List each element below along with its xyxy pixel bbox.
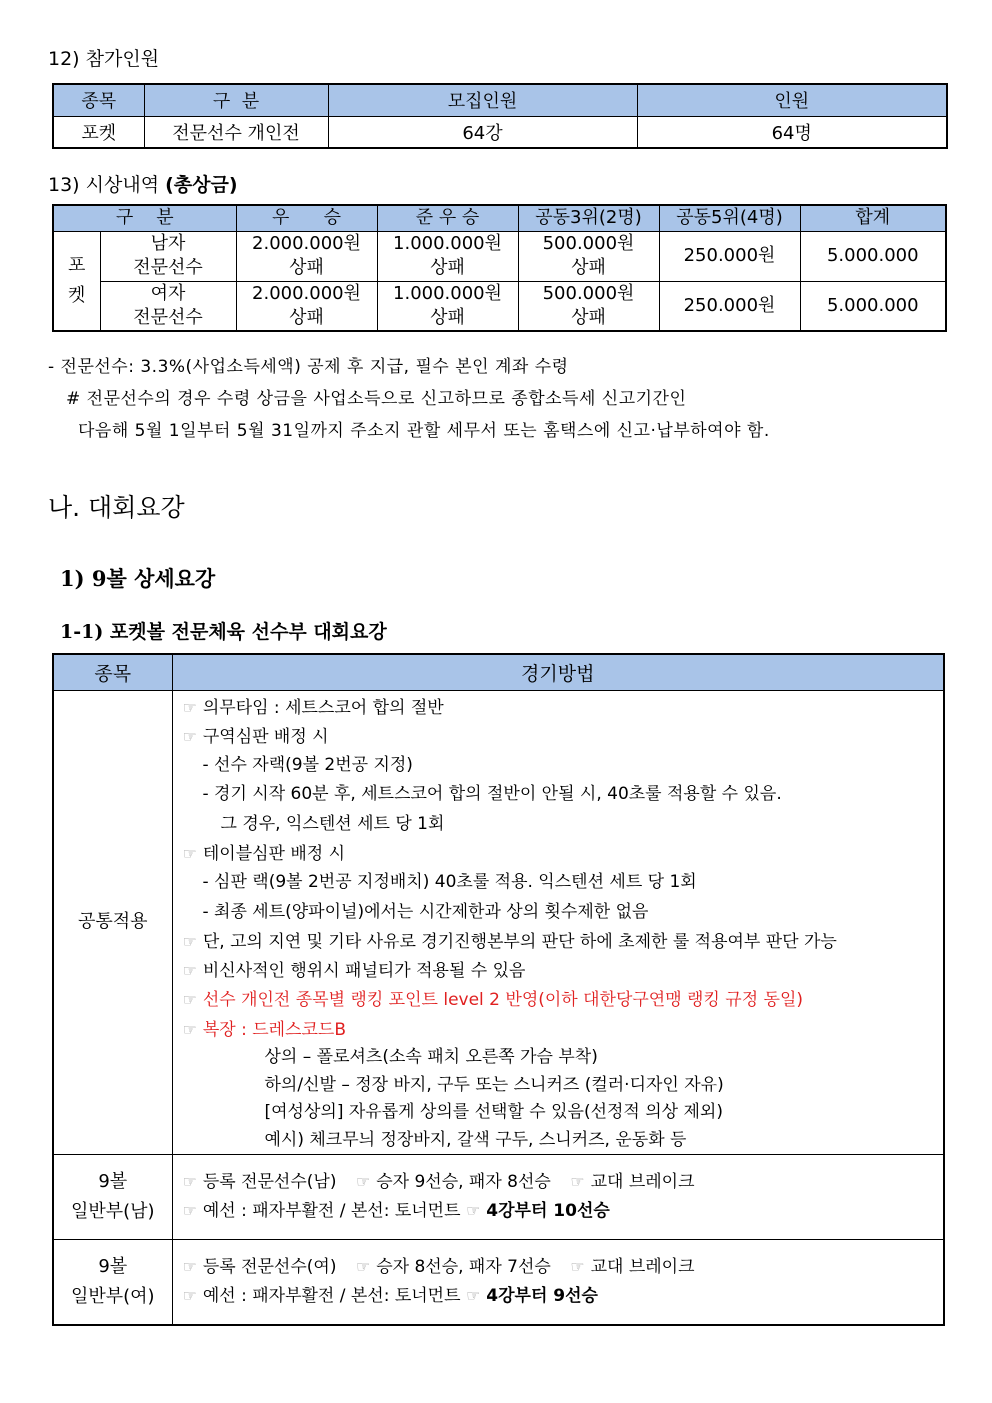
rule-line: ☞ 테이블심판 배정 시 [182, 843, 346, 864]
prize-row-category: 남자 전문선수 [100, 231, 236, 281]
rule-line: 예시) 체크무늬 정장바지, 갈색 구두, 스니커즈, 운동화 등 [264, 1129, 687, 1150]
section-1-title: 1) 9볼 상세요강 [60, 566, 216, 591]
prize-side-label: 포 켓 [53, 231, 100, 331]
pointing-hand-icon: ☞ [182, 1257, 197, 1277]
rules-table [52, 653, 945, 1326]
prize-header-first: 우 승 [236, 205, 377, 231]
rule-line: ☞ 예선 : 패자부활전 / 본선: 토너먼트 ☞ 4강부터 9선승 [182, 1286, 598, 1307]
section-1-1-title: 1-1) 포켓볼 전문체육 선수부 대회요강 [60, 621, 387, 643]
participants-table [52, 83, 948, 149]
rule-line: - 최종 세트(양파이널)에서는 시간제한과 상의 횟수제한 없음 [202, 901, 649, 922]
women-rules [172, 1240, 944, 1325]
rule-line: ☞ 단, 고의 지연 및 기타 사유로 경기진행본부의 판단 하에 초제한 룰 적용여부 판단 가능 [182, 931, 837, 952]
rule-line: - 심판 랙(9볼 2번공 지정배치) 40초룰 적용. 익스텐션 세트 당 1회 [202, 872, 697, 893]
cell-recruit: 64강 [328, 116, 637, 148]
rule-line: 하의/신발 – 정장 바지, 구두 또는 스니커즈 (컬러·디자인 자유) [264, 1074, 724, 1095]
prize-row-third: 500.000원 상패 [518, 281, 659, 331]
prize-table [52, 204, 947, 332]
section-13-title [48, 170, 238, 197]
rule-line: ☞ 등록 전문선수(남) ☞ 승자 9선승, 패자 8선승 ☞ 교대 브레이크 [182, 1172, 695, 1193]
men-rules [172, 1155, 944, 1240]
rule-line: ☞ 의무타임 : 세트스코어 합의 절반 [182, 697, 444, 718]
pointing-hand-icon: ☞ [465, 1201, 481, 1221]
prize-header-total: 합계 [800, 205, 946, 231]
pointing-hand-icon: ☞ [570, 1172, 585, 1192]
women-label: 9볼 일반부(여) [53, 1240, 172, 1325]
cell-category: 전문선수 개인전 [144, 116, 328, 148]
cell-count: 64명 [637, 116, 947, 148]
prize-row-first: 2.000.000원 상패 [236, 281, 377, 331]
pointing-hand-icon: ☞ [182, 1019, 197, 1039]
note-line-1: - 전문선수: 3.3%(사업소득세액) 공제 후 지급, 필수 본인 계좌 수령 [48, 357, 569, 377]
header-category: 구 분 [144, 84, 328, 116]
rule-line: 그 경우, 익스텐션 세트 당 1회 [220, 813, 445, 834]
pointing-hand-icon: ☞ [182, 961, 197, 981]
rule-line-ranking: ☞ 선수 개인전 종목별 랭킹 포인트 level 2 반영(이하 대한당구연맹 랭킹 규정 동일) [182, 990, 804, 1011]
prize-row-fifth: 250.000원 [659, 281, 800, 331]
rule-line: ☞ 구역심판 배정 시 [182, 726, 329, 747]
prize-row-second: 1.000.000원 상패 [377, 231, 518, 281]
pointing-hand-icon: ☞ [182, 931, 197, 951]
rule-line: 상의 – 폴로셔츠(소속 패치 오른쪽 가슴 부착) [264, 1047, 598, 1068]
rule-line: ☞ 비신사적인 행위시 패널티가 적용될 수 있음 [182, 961, 526, 982]
rule-line-dresscode: ☞ 복장 : 드레스코드B [182, 1019, 346, 1040]
common-rules [172, 690, 944, 1155]
pointing-hand-icon: ☞ [355, 1257, 371, 1277]
pointing-hand-icon: ☞ [355, 1172, 371, 1192]
prize-row-total: 5.000.000 [800, 231, 946, 281]
common-label: 공통적용 [53, 690, 172, 1155]
note-line-3: 다음해 5월 1일부터 5월 31일까지 주소지 관할 세무서 또는 홈택스에 신고·납부하여야 함. [78, 421, 770, 441]
pointing-hand-icon: ☞ [182, 697, 197, 717]
prize-row-total: 5.000.000 [800, 281, 946, 331]
pointing-hand-icon: ☞ [182, 1201, 197, 1221]
prize-row-first: 2.000.000원 상패 [236, 231, 377, 281]
rule-line: - 선수 자랙(9볼 2번공 지정) [202, 755, 413, 776]
section-12-title: 12) 참가인원 [48, 48, 160, 70]
prize-row-second: 1.000.000원 상패 [377, 281, 518, 331]
rules-header-event: 종목 [53, 654, 172, 690]
rule-line: - 경기 시작 60분 후, 세트스코어 합의 절반이 안될 시, 40초룰 적용할 수 있음. [202, 784, 782, 805]
pointing-hand-icon: ☞ [182, 990, 197, 1010]
prize-header-second: 준 우 승 [377, 205, 518, 231]
cell-event: 포켓 [53, 116, 144, 148]
rule-line: ☞ 등록 전문선수(여) ☞ 승자 8선승, 패자 7선승 ☞ 교대 브레이크 [182, 1257, 695, 1278]
section-13-prefix: 13) 시상내역 [48, 174, 166, 196]
prize-row-third: 500.000원 상패 [518, 231, 659, 281]
pointing-hand-icon: ☞ [570, 1257, 585, 1277]
prize-header-third: 공동3위(2명) [518, 205, 659, 231]
pointing-hand-icon: ☞ [182, 726, 197, 746]
note-line-2: # 전문선수의 경우 수령 상금을 사업소득으로 신고하므로 종합소득세 신고기간인 [66, 389, 687, 409]
pointing-hand-icon: ☞ [182, 843, 197, 863]
header-count: 인원 [637, 84, 947, 116]
prize-header-fifth: 공동5위(4명) [659, 205, 800, 231]
rule-line: [여성상의] 자유롭게 상의를 선택할 수 있음(선정적 의상 제외) [264, 1102, 723, 1123]
rule-line: ☞ 예선 : 패자부활전 / 본선: 토너먼트 ☞ 4강부터 10선승 [182, 1201, 610, 1222]
prize-row-fifth: 250.000원 [659, 231, 800, 281]
header-recruit: 모집인원 [328, 84, 637, 116]
prize-row-category: 여자 전문선수 [100, 281, 236, 331]
rules-header-method: 경기방법 [172, 654, 944, 690]
men-label: 9볼 일반부(남) [53, 1155, 172, 1240]
header-event: 종목 [53, 84, 144, 116]
prize-header-category: 구 분 [53, 205, 236, 231]
section-13-bold: (총상금) [165, 174, 238, 196]
pointing-hand-icon: ☞ [182, 1172, 197, 1192]
pointing-hand-icon: ☞ [182, 1286, 197, 1306]
section-na-title: 나. 대회요강 [48, 493, 185, 522]
pointing-hand-icon: ☞ [465, 1286, 481, 1306]
